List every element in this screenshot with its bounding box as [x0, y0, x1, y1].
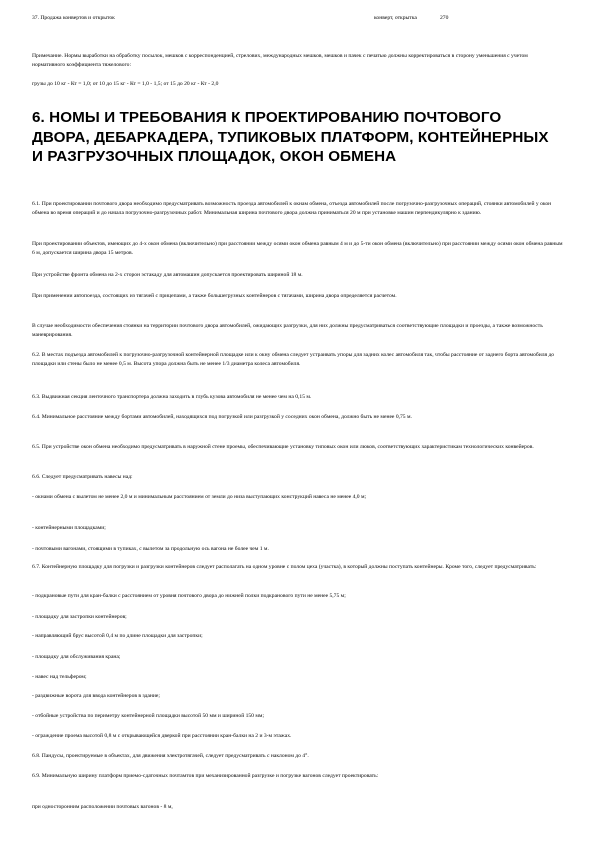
paragraph: 6.9. Минимальную ширину платформ приемо-сдаточных почтамтов при механизированной разгрузке и погрузке вагонов следует проектировать:	[32, 773, 379, 779]
list-item: - отбойные устройства по периметру контейнерной площадки высотой 50 мм и шириной 150 мм;	[32, 713, 265, 719]
list-item: - окнами обмена с вылетом не менее 2,0 м и минимальным расстоянием от земли до низа выступающих конструкций навеса не менее 4,0 м;	[32, 494, 367, 500]
list-item: - контейнерными площадками;	[32, 525, 106, 531]
paragraph: 6.5. При устройстве окон обмена необходимо предусматривать в наружной стене проемы, обеспечивающие установку типовых окон или люков, соответствующих характеристикам технологических конвейеров.	[32, 444, 534, 450]
list-item: - ограждение проема высотой 0,8 м с открывающейся дверкой при расстоянии кран-балки на 2 и 3-м этажах.	[32, 733, 292, 739]
paragraph: 6.3. Выдвижная секция ленточного транспортера должна заходить в глубь кузова автомобиля не менее чем на 0,15 м.	[32, 394, 312, 400]
note-weights: грузы до 10 кг - Кт = 1,0; от 10 до 15 кг - Кт = 1,0 - 1,5; от 15 до 20 кг - Кт - 2,0	[32, 81, 219, 87]
list-item: - площадку для застропки контейнеров;	[32, 614, 127, 620]
paragraph: 6.1. При проектировании почтового двора необходимо предусматривать возможность проезда автомобилей к окнам обмена, отъезда автомобилей после погрузочно-разгрузочных операций, стоянки автомобилей у окон обмена во время операций и до начала погрузочно-разгрузочных работ. Минимальная ширина почтового двора должна приниматься 20 м при установке машин перпендикулярно к зданию.	[32, 201, 552, 217]
section-title: 6. НОМЫ И ТРЕБОВАНИЯ К ПРОЕКТИРОВАНИЮ ПОЧТОВОГО ДВОРА, ДЕБАРКАДЕРА, ТУПИКОВЫХ ПЛАТФОРМ, КОНТЕЙНЕРНЫХ И РАЗГРУЗОЧНЫХ ПЛОЩАДОК, ОКОН ОБМЕНА	[32, 109, 549, 165]
header-row-unit: конверт, открытка	[374, 15, 417, 21]
paragraph: 6.6. Следует предусматривать навесы над:	[32, 474, 133, 480]
header-row-value: 270	[440, 15, 449, 21]
list-item: - раздвижные ворота для ввода контейнеров в здание;	[32, 693, 160, 699]
paragraph: В случае необходимости обеспечения стоянки на территории почтового двора автомобилей, ожидающих разгрузки, для них должны предусматриваться соответствующие площадки и проезды, а также возможность маневрирования.	[32, 323, 543, 339]
list-item: - почтовыми вагонами, стоящими в тупиках, с вылетом за продольную ось вагона не более чем 1 м.	[32, 546, 269, 552]
paragraph: При проектировании объектов, имеющих до 4-х окон обмена (включительно) при расстоянии между осями окон обмена равным 4 м и до 5-ти окон обмена (включительно) при расстоянии между осями окон обмена равным 6 м, допускается ширина двора 15 метров.	[32, 241, 563, 257]
paragraph: 6.7. Контейнерную площадку для погрузки и разгрузки контейнеров следует располагать на одном уровне с полом цеха (участка), в который должны поступать контейнеры. Кроме того, следует предусматривать:	[32, 564, 537, 570]
paragraph: 6.2. В местах подъезда автомобилей к погрузочно-разгрузочной контейнерной площадке или к окну обмена следует устраивать упоры для задних колес автомобиля так, чтобы расстояние от заднего борта автомобиля до площадки или стены было не менее 0,5 м. Высота упора должна быть не менее 1/3 диаметра колеса автомобиля.	[32, 352, 555, 368]
paragraph: при односторонним расположении почтовых вагонов - 8 м,	[32, 804, 173, 810]
header-row-name: 37. Продажа конвертов и открыток	[32, 15, 115, 21]
paragraph: При применении автопоезда, состоящих из тягачей с прицепами, а также большегрузных контейнеров с тягачами, ширина двора определяется расчетом.	[32, 293, 397, 299]
paragraph: При устройстве фронта обмена на 2-х сторон эстакаду для автомашин допускается проектировать шириной 18 м.	[32, 272, 303, 278]
note-text: Примечание. Нормы выработки на обработку посылок, мешков с корреспонденцией, стрелових, международных мешков, мешков и пачек с печатью должны корректироваться в сторону уменьшения с учетом нормативного коэффициента тяжелового:	[32, 53, 528, 68]
list-item: - навес над тельфером;	[32, 674, 87, 680]
list-item: - направляющий брус высотой 0,4 м по длине площадки для застропки;	[32, 633, 203, 639]
paragraph: 6.4. Минимальное расстояние между бортами автомобилей, находящихся под погрузкой или разгрузкой у соседних окон обмена, должно быть не менее 0,75 м.	[32, 414, 412, 420]
list-item: - подкрановые пути для кран-балки с расстоянием от уровня почтового двора до нижней полки подкранового пути не менее 5,75 м;	[32, 593, 346, 599]
list-item: - площадку для обслуживания крана;	[32, 654, 121, 660]
paragraph: 6.8. Пандусы, проектируемые в объектах, для движения электротягачей, следует предусматривать с наклоном до 4°.	[32, 753, 309, 759]
